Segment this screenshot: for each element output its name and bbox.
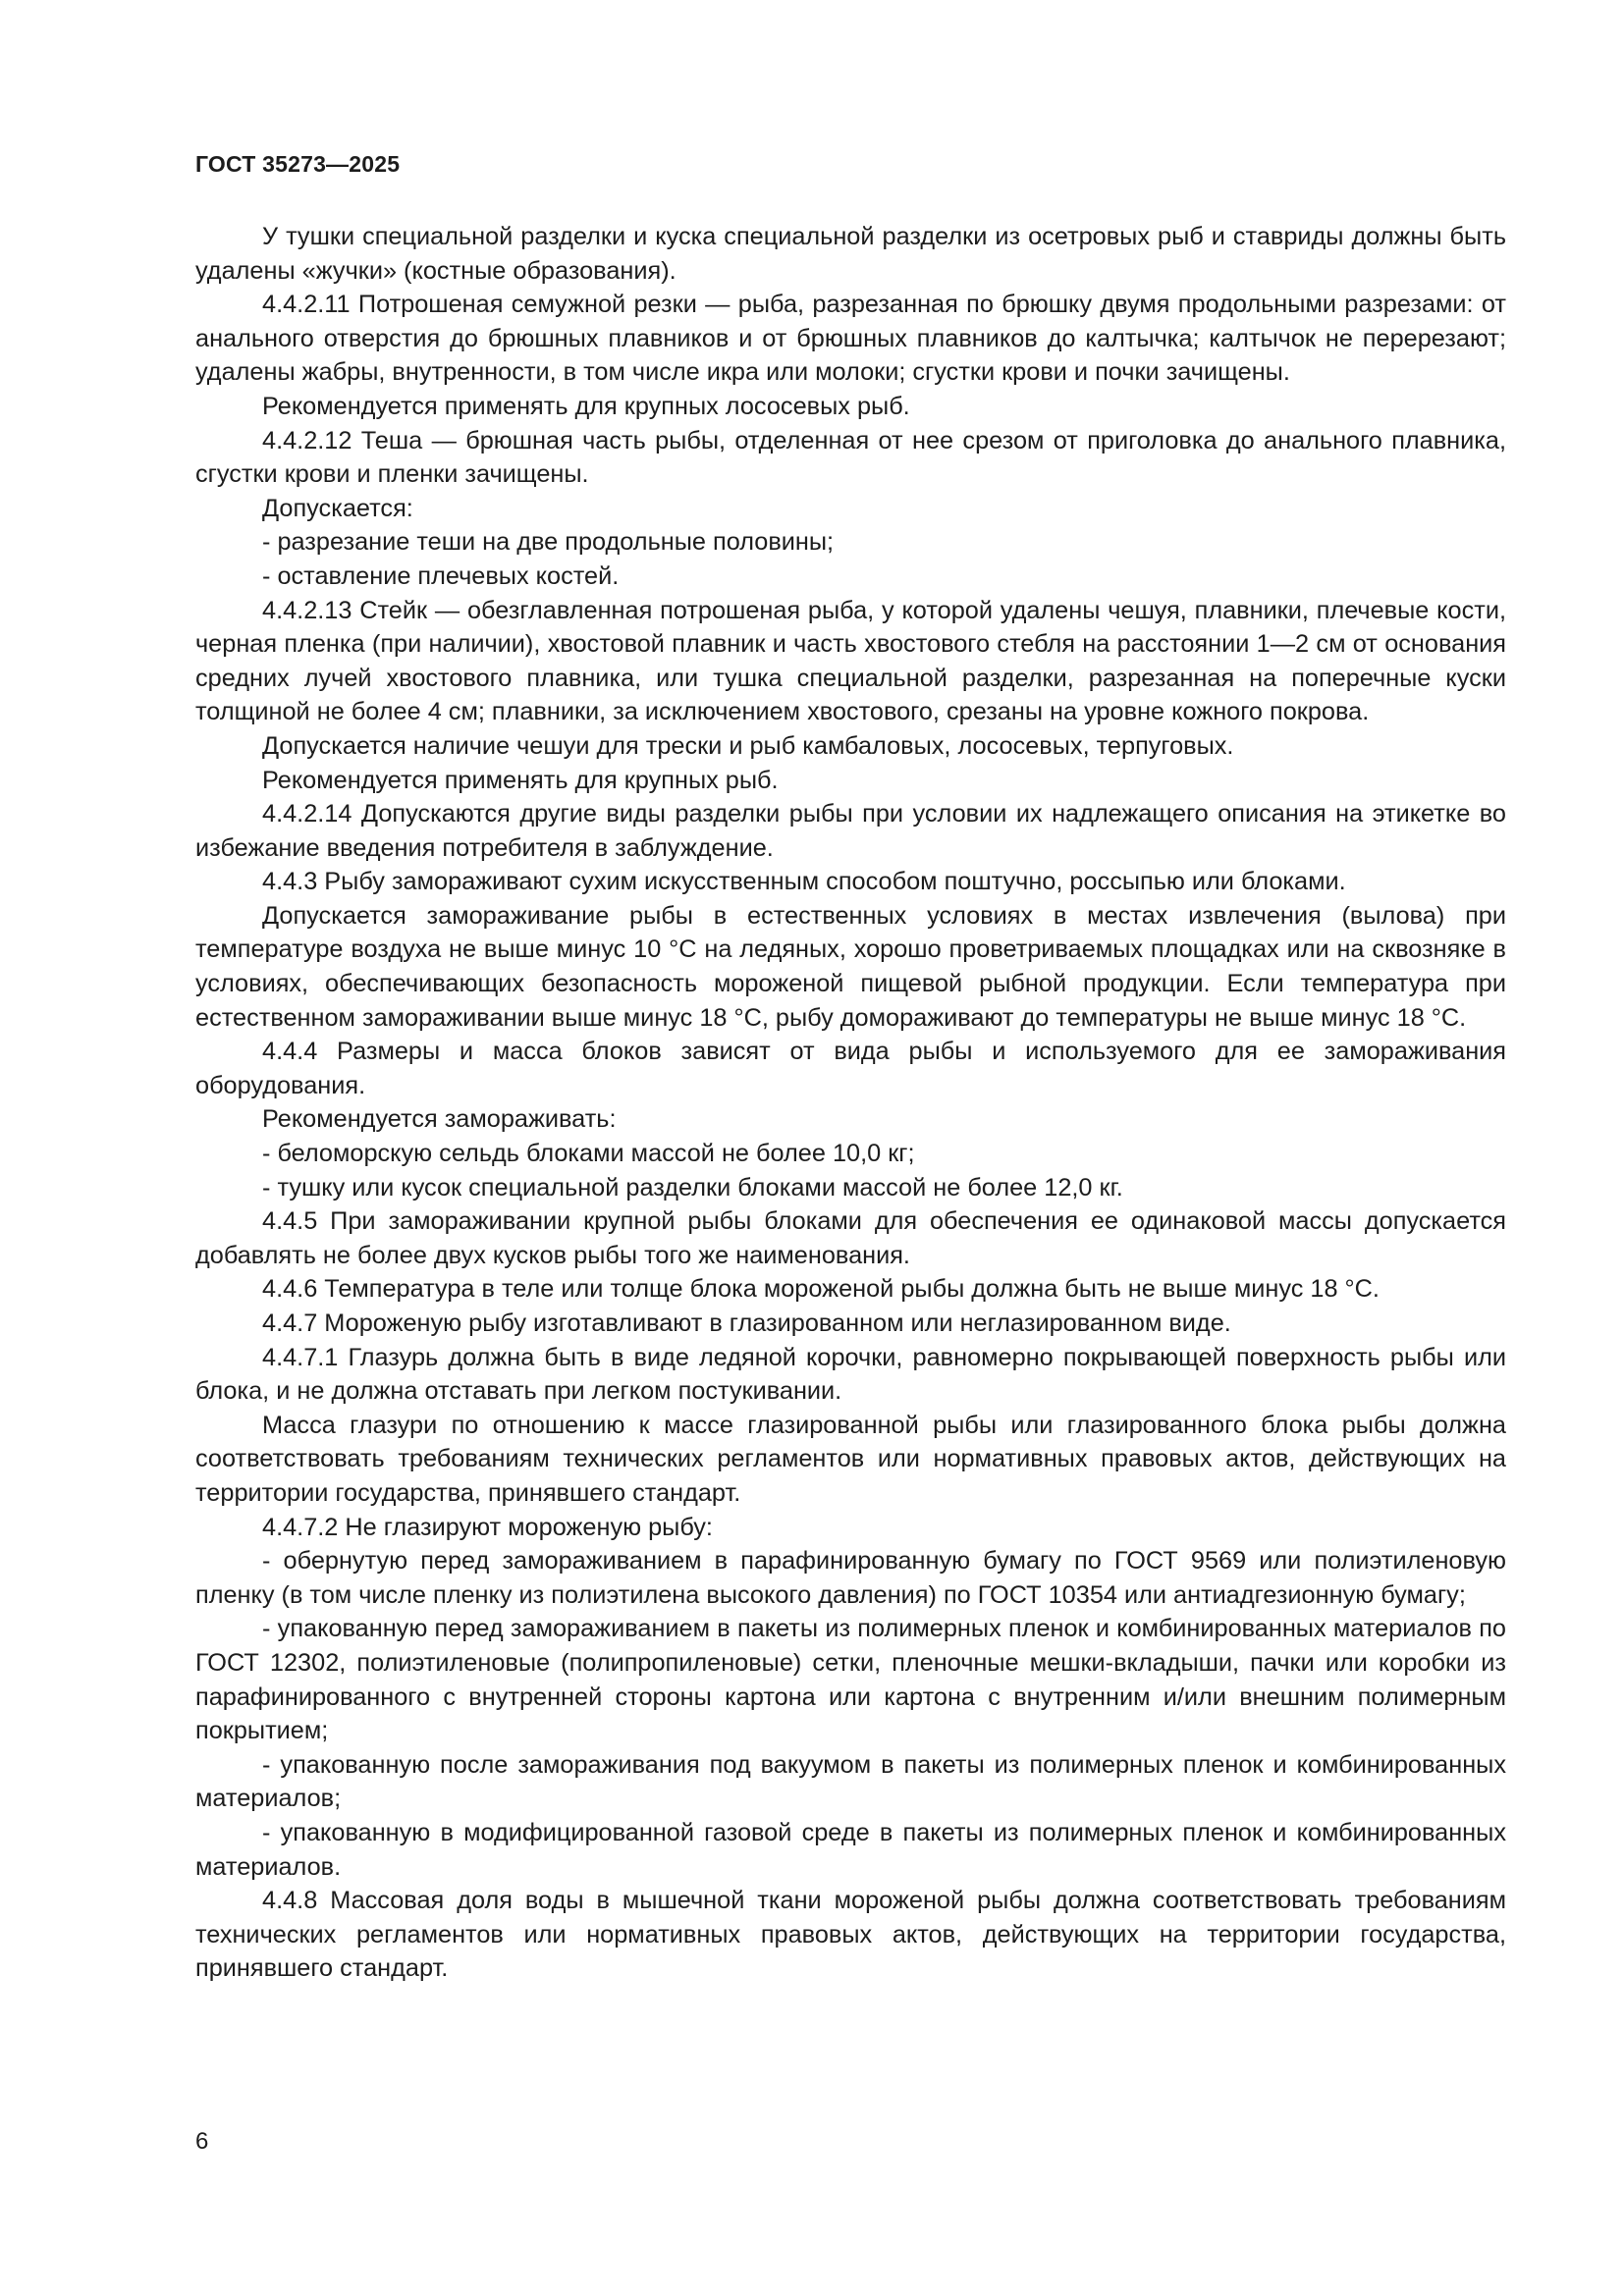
page-number: 6: [195, 2128, 209, 2155]
clause-4-4-3: 4.4.3 Рыбу замораживают сухим искусственным способом поштучно, россыпью или блоками.: [262, 868, 1346, 896]
clause-4-4-7-2: 4.4.7.2 Не глазируют мороженую рыбу:: [262, 1513, 713, 1541]
paragraph: Допускается:: [262, 494, 413, 522]
list-item: - упакованную после замораживания под вакуумом в пакеты из полимерных пленок и комбинированных материалов;: [195, 1750, 1506, 1813]
clause-4-4-7-1: 4.4.7.1 Глазурь должна быть в виде ледяной корочки, равномерно покрывающей поверхность рыбы или блока, и не должна отставать при легком постукивании.: [195, 1343, 1506, 1406]
clause-4-4-5: 4.4.5 При замораживании крупной рыбы блоками для обеспечения ее одинаковой массы допускается добавлять не более двух кусков рыбы того же наименования.: [195, 1207, 1506, 1269]
clause-4-4-4: 4.4.4 Размеры и масса блоков зависят от вида рыбы и используемого для ее замораживания оборудования.: [195, 1038, 1506, 1099]
paragraph: Рекомендуется замораживать:: [262, 1105, 617, 1134]
clause-4-4-7: 4.4.7 Мороженую рыбу изготавливают в глазированном или неглазированном виде.: [262, 1309, 1231, 1337]
list-item: - беломорскую сельдь блоками массой не более 10,0 кг;: [262, 1140, 915, 1168]
paragraph: Допускается замораживание рыбы в естественных условиях в местах извлечения (вылова) при температуре воздуха не выше минус 10 °С на ледяных, хорошо проветриваемых площадках или на сквозняке в условиях, обеспечивающих безопасность мороженой пищевой рыбной продукции. Если температура при естественном замораживании выше минус 18 °С, рыбу домораживают до температуры не выше минус 18 °С.: [195, 901, 1506, 1032]
list-item: - упакованную перед замораживанием в пакеты из полимерных пленок и комбинированных материалов по ГОСТ 12302, полиэтиленовые (полипропиленовые) сетки, пленочные мешки-вкладыши, пачки или коробки из парафинированного с внутренней стороны картона или картона с внутренним и/или внешним полимерным покрытием;: [195, 1615, 1506, 1745]
paragraph: Рекомендуется применять для крупных рыб.: [262, 766, 779, 794]
document-header: ГОСТ 35273—2025: [195, 151, 401, 177]
paragraph: Рекомендуется применять для крупных лососевых рыб.: [262, 392, 910, 420]
clause-4-4-2-12: 4.4.2.12 Теша — брюшная часть рыбы, отделенная от нее срезом от приголовка до анального плавника, сгустки крови и пленки зачищены.: [195, 426, 1506, 489]
clause-4-4-6: 4.4.6 Температура в теле или толще блока мороженой рыбы должна быть не выше минус 18 °С.: [262, 1275, 1380, 1304]
paragraph: У тушки специальной разделки и куска специальной разделки из осетровых рыб и ставриды должны быть удалены «жучки» (костные образования).: [195, 223, 1506, 285]
clause-4-4-2-14: 4.4.2.14 Допускаются другие виды разделки рыбы при условии их надлежащего описания на этикетке во избежание введения потребителя в заблуждение.: [195, 800, 1506, 862]
list-item: - разрезание теши на две продольные половины;: [262, 528, 835, 557]
clause-4-4-2-11: 4.4.2.11 Потрошеная семужной резки — рыба, разрезанная по брюшку двумя продольными разрезами: от анального отверстия до брюшных плавников и от брюшных плавников до калтычка; калтычок не перерезают; удалены жабры, внутренности, в том числе икра или молоки; сгустки крови и почки зачищены.: [195, 291, 1506, 387]
clause-4-4-2-13: 4.4.2.13 Стейк — обезглавленная потрошеная рыба, у которой удалены чешуя, плавники, плечевые кости, черная пленка (при наличии), хвостовой плавник и часть хвостового стебля на расстоянии 1—2 см от основания средних лучей хвостового плавника, или тушка специальной разделки, разрезанная на поперечные куски толщиной не более 4 см; плавники, за исключением хвостового, срезаны на уровне кожного покрова.: [195, 596, 1506, 726]
document-body: [195, 220, 1506, 1986]
list-item: - оставление плечевых костей.: [262, 561, 620, 590]
list-item: - обернутую перед замораживанием в парафинированную бумагу по ГОСТ 9569 или полиэтиленовую пленку (в том числе пленку из полиэтилена высокого давления) по ГОСТ 10354 или антиадгезионную бумагу;: [195, 1547, 1506, 1609]
list-item: - упакованную в модифицированной газовой среде в пакеты из полимерных пленок и комбинированных материалов.: [195, 1818, 1506, 1881]
clause-4-4-8: 4.4.8 Массовая доля воды в мышечной ткани мороженой рыбы должна соответствовать требованиям технических регламентов или нормативных правовых актов, действующих на территории государства, принявшего стандарт.: [195, 1887, 1506, 1983]
paragraph: Масса глазури по отношению к массе глазированной рыбы или глазированного блока рыбы должна соответствовать требованиям технических регламентов или нормативных правовых актов, действующих на территории государства, принявшего стандарт.: [195, 1411, 1506, 1507]
list-item: - тушку или кусок специальной разделки блоками массой не более 12,0 кг.: [262, 1173, 1123, 1201]
paragraph: Допускается наличие чешуи для трески и рыб камбаловых, лососевых, терпуговых.: [262, 731, 1234, 760]
